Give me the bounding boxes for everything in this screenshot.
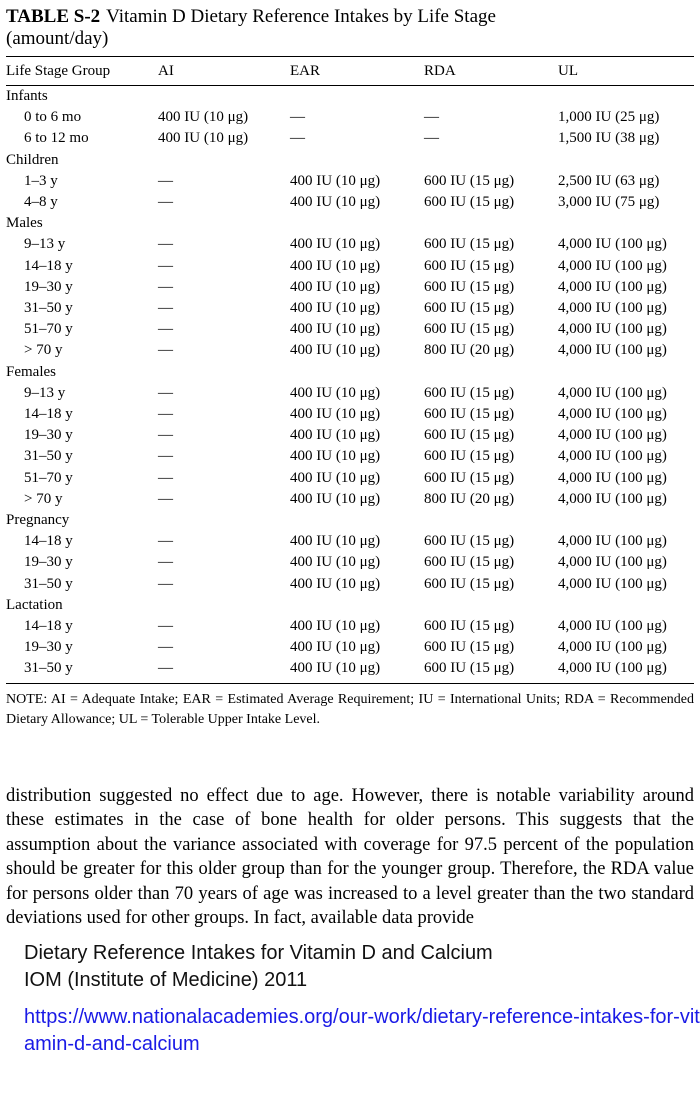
ai-cell: —	[158, 321, 173, 338]
ear-cell: —	[290, 130, 305, 147]
group-header-row	[6, 150, 694, 171]
table-row	[6, 319, 694, 340]
ear-cell: 400 IU (10 μg)	[290, 321, 381, 338]
life-stage-cell: 14–18 y	[24, 257, 73, 274]
citation	[6, 940, 694, 994]
table-row	[6, 107, 694, 128]
rda-cell: 600 IU (15 μg)	[424, 575, 515, 592]
rda-cell: 600 IU (15 μg)	[424, 618, 515, 635]
ai-cell: —	[158, 533, 173, 550]
group-header-row	[6, 510, 694, 531]
ai-cell: —	[158, 300, 173, 317]
ear-cell: 400 IU (10 μg)	[290, 300, 381, 317]
life-stage-cell: 51–70 y	[24, 321, 73, 338]
ul-cell: 1,000 IU (25 μg)	[558, 109, 660, 126]
ul-cell: 4,000 IU (100 μg)	[558, 300, 667, 317]
table-row	[6, 425, 694, 446]
ul-cell: 4,000 IU (100 μg)	[558, 575, 667, 592]
life-stage-cell: 19–30 y	[24, 554, 73, 571]
life-stage-cell: 19–30 y	[24, 278, 73, 295]
ul-cell: 3,000 IU (75 μg)	[558, 194, 660, 211]
life-stage-cell: 9–13 y	[24, 384, 66, 401]
life-stage-cell: 31–50 y	[24, 300, 73, 317]
rda-cell: 600 IU (15 μg)	[424, 660, 515, 677]
ear-cell: 400 IU (10 μg)	[290, 469, 381, 486]
rda-cell: 600 IU (15 μg)	[424, 257, 515, 274]
life-stage-cell: 31–50 y	[24, 575, 73, 592]
column-header-life-stage: Life Stage Group	[6, 63, 111, 79]
rda-cell: 800 IU (20 μg)	[424, 490, 515, 507]
group-name: Females	[6, 363, 56, 380]
life-stage-cell: 19–30 y	[24, 427, 73, 444]
ai-cell: —	[158, 660, 173, 677]
group-name: Lactation	[6, 596, 63, 613]
table-row	[6, 616, 694, 637]
ai-cell: —	[158, 342, 173, 359]
table-bottom-rule	[6, 683, 694, 684]
rda-cell: —	[424, 109, 439, 126]
ear-cell: 400 IU (10 μg)	[290, 554, 381, 571]
ul-cell: 4,000 IU (100 μg)	[558, 660, 667, 677]
ul-cell: 4,000 IU (100 μg)	[558, 384, 667, 401]
life-stage-cell: 14–18 y	[24, 533, 73, 550]
rda-cell: 600 IU (15 μg)	[424, 639, 515, 656]
group-header-row	[6, 595, 694, 616]
group-name: Males	[6, 215, 43, 232]
ai-cell: —	[158, 618, 173, 635]
ul-cell: 4,000 IU (100 μg)	[558, 342, 667, 359]
source-link[interactable]: https://www.nationalacademies.org/our-work/dietary-reference-intakes-for-vitamin-d-and-calcium	[24, 1005, 700, 1055]
column-header-ai: AI	[158, 63, 174, 79]
ai-cell: —	[158, 448, 173, 465]
ul-cell: 4,000 IU (100 μg)	[558, 554, 667, 571]
column-header-ul: UL	[558, 63, 578, 79]
rda-cell: 600 IU (15 μg)	[424, 236, 515, 253]
ai-cell: —	[158, 194, 173, 211]
ear-cell: 400 IU (10 μg)	[290, 257, 381, 274]
ai-cell: 400 IU (10 μg)	[158, 130, 249, 147]
life-stage-cell: 9–13 y	[24, 236, 66, 253]
ai-cell: —	[158, 427, 173, 444]
ul-cell: 4,000 IU (100 μg)	[558, 490, 667, 507]
ul-cell: 4,000 IU (100 μg)	[558, 469, 667, 486]
ear-cell: 400 IU (10 μg)	[290, 236, 381, 253]
table-row	[6, 637, 694, 658]
table-row	[6, 658, 694, 679]
ear-cell: 400 IU (10 μg)	[290, 194, 381, 211]
rda-cell: 800 IU (20 μg)	[424, 342, 515, 359]
ear-cell: 400 IU (10 μg)	[290, 448, 381, 465]
table-row	[6, 446, 694, 467]
ai-cell: —	[158, 406, 173, 423]
rda-cell: 600 IU (15 μg)	[424, 172, 515, 189]
table-row	[6, 234, 694, 255]
life-stage-cell: 31–50 y	[24, 448, 73, 465]
ear-cell: 400 IU (10 μg)	[290, 618, 381, 635]
group-header-row	[6, 86, 694, 108]
table-title-line2: (amount/day)	[6, 28, 109, 49]
ul-cell: 4,000 IU (100 μg)	[558, 278, 667, 295]
ear-cell: 400 IU (10 μg)	[290, 427, 381, 444]
table-note: NOTE: AI = Adequate Intake; EAR = Estimated Average Requirement; IU = International Units; RDA = Recommended Dietary Allowance; UL = Tolerable Upper Intake Level.	[6, 691, 694, 727]
citation-source: IOM (Institute of Medicine) 2011	[24, 968, 308, 991]
ai-cell: —	[158, 469, 173, 486]
ear-cell: 400 IU (10 μg)	[290, 575, 381, 592]
table-title	[6, 6, 694, 50]
table-row	[6, 404, 694, 425]
life-stage-cell: > 70 y	[24, 490, 63, 507]
table-row	[6, 552, 694, 573]
table-row	[6, 340, 694, 361]
document-page	[6, 6, 700, 1058]
ear-cell: 400 IU (10 μg)	[290, 172, 381, 189]
ai-cell: —	[158, 490, 173, 507]
ai-cell: —	[158, 172, 173, 189]
ai-cell: —	[158, 554, 173, 571]
table-row	[6, 128, 694, 149]
ear-cell: 400 IU (10 μg)	[290, 490, 381, 507]
life-stage-cell: 14–18 y	[24, 406, 73, 423]
ul-cell: 4,000 IU (100 μg)	[558, 236, 667, 253]
table-row	[6, 256, 694, 277]
life-stage-cell: > 70 y	[24, 342, 63, 359]
ul-cell: 4,000 IU (100 μg)	[558, 618, 667, 635]
life-stage-cell: 14–18 y	[24, 618, 73, 635]
ear-cell: 400 IU (10 μg)	[290, 533, 381, 550]
vitamin-d-dri-table	[6, 57, 694, 680]
ai-cell: —	[158, 257, 173, 274]
ul-cell: 4,000 IU (100 μg)	[558, 448, 667, 465]
table-row	[6, 277, 694, 298]
ear-cell: 400 IU (10 μg)	[290, 639, 381, 656]
life-stage-cell: 6 to 12 mo	[24, 130, 89, 147]
table-body	[6, 86, 694, 680]
table-title-line1: Vitamin D Dietary Reference Intakes by Life Stage	[106, 6, 496, 27]
ear-cell: 400 IU (10 μg)	[290, 342, 381, 359]
table-row	[6, 383, 694, 404]
group-name: Infants	[6, 88, 48, 104]
ul-cell: 1,500 IU (38 μg)	[558, 130, 660, 147]
rda-cell: 600 IU (15 μg)	[424, 469, 515, 486]
table-row	[6, 574, 694, 595]
ul-cell: 4,000 IU (100 μg)	[558, 639, 667, 656]
life-stage-cell: 19–30 y	[24, 639, 73, 656]
group-header-row	[6, 362, 694, 383]
life-stage-cell: 51–70 y	[24, 469, 73, 486]
rda-cell: 600 IU (15 μg)	[424, 384, 515, 401]
group-header-row	[6, 213, 694, 234]
rda-cell: 600 IU (15 μg)	[424, 406, 515, 423]
table-header-row	[6, 57, 694, 86]
ul-cell: 4,000 IU (100 μg)	[558, 533, 667, 550]
ear-cell: 400 IU (10 μg)	[290, 406, 381, 423]
table-row	[6, 171, 694, 192]
ai-cell: —	[158, 575, 173, 592]
life-stage-cell: 0 to 6 mo	[24, 109, 82, 126]
table-row	[6, 489, 694, 510]
rda-cell: 600 IU (15 μg)	[424, 300, 515, 317]
rda-cell: 600 IU (15 μg)	[424, 321, 515, 338]
citation-title: Dietary Reference Intakes for Vitamin D and Calcium	[24, 941, 493, 964]
table-row	[6, 192, 694, 213]
rda-cell: 600 IU (15 μg)	[424, 533, 515, 550]
ai-cell: —	[158, 639, 173, 656]
body-paragraph: distribution suggested no effect due to age. However, there is notable variability around these estimates in the case of bone health for older persons. This suggests that the assumption about the variance associated with coverage for 97.5 percent of the population should be greater for this older group than for the younger group. Therefore, the RDA value for persons older than 70 years of age was increased to a level greater than the two standard deviations used for other groups. In fact, available data provide	[6, 785, 694, 929]
rda-cell: 600 IU (15 μg)	[424, 554, 515, 571]
group-name: Children	[6, 151, 59, 168]
ai-cell: —	[158, 384, 173, 401]
ul-cell: 4,000 IU (100 μg)	[558, 321, 667, 338]
table-row	[6, 531, 694, 552]
ul-cell: 2,500 IU (63 μg)	[558, 172, 660, 189]
column-header-ear: EAR	[290, 63, 320, 79]
rda-cell: 600 IU (15 μg)	[424, 194, 515, 211]
table-row	[6, 298, 694, 319]
ai-cell: —	[158, 236, 173, 253]
rda-cell: 600 IU (15 μg)	[424, 427, 515, 444]
ai-cell: —	[158, 278, 173, 295]
rda-cell: 600 IU (15 μg)	[424, 448, 515, 465]
table-label: TABLE S-2	[6, 6, 101, 27]
life-stage-cell: 1–3 y	[24, 172, 58, 189]
ul-cell: 4,000 IU (100 μg)	[558, 427, 667, 444]
table-row	[6, 468, 694, 489]
ear-cell: 400 IU (10 μg)	[290, 660, 381, 677]
ear-cell: 400 IU (10 μg)	[290, 384, 381, 401]
life-stage-cell: 4–8 y	[24, 194, 58, 211]
ul-cell: 4,000 IU (100 μg)	[558, 257, 667, 274]
group-name: Pregnancy	[6, 512, 70, 529]
column-header-rda: RDA	[424, 63, 456, 79]
rda-cell: —	[424, 130, 439, 147]
ear-cell: 400 IU (10 μg)	[290, 278, 381, 295]
ear-cell: —	[290, 109, 305, 126]
ul-cell: 4,000 IU (100 μg)	[558, 406, 667, 423]
ai-cell: 400 IU (10 μg)	[158, 109, 249, 126]
life-stage-cell: 31–50 y	[24, 660, 73, 677]
rda-cell: 600 IU (15 μg)	[424, 278, 515, 295]
